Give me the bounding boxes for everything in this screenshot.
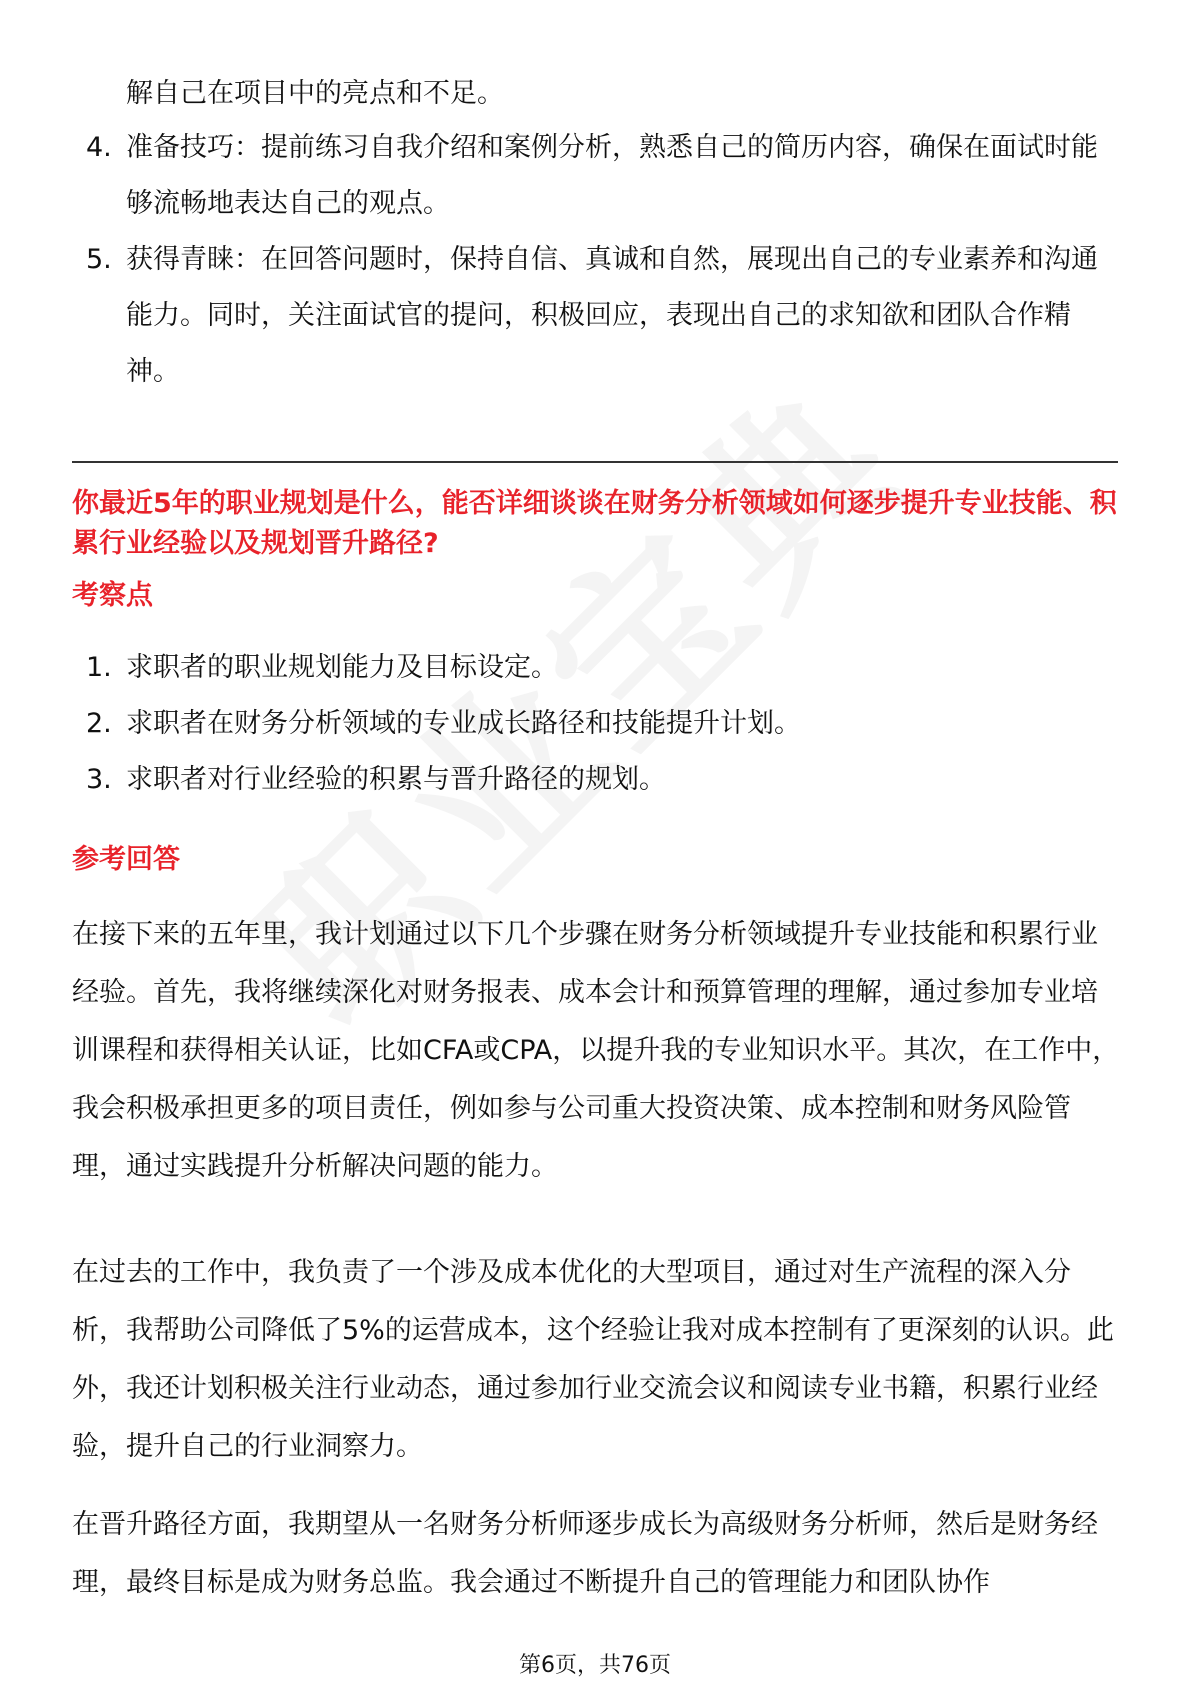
list-number: 4.	[86, 132, 112, 163]
section-divider	[72, 461, 1118, 463]
list-item	[72, 640, 1118, 696]
continuation-text: 解自己在项目中的亮点和不足。	[126, 78, 504, 109]
list-number: 3.	[86, 764, 112, 795]
list-item	[72, 232, 1118, 400]
tips-list	[72, 120, 1118, 400]
list-item	[72, 120, 1118, 232]
list-item	[72, 696, 1118, 752]
list-text: 准备技巧：提前练习自我介绍和案例分析，熟悉自己的简历内容，确保在面试时能够流畅地表达自己的观点。	[126, 132, 1098, 219]
list-item	[72, 752, 1118, 808]
list-text: 求职者对行业经验的积累与晋升路径的规划。	[126, 764, 666, 795]
key-points-list	[72, 640, 1118, 808]
page-footer: 第6页，共76页	[519, 1653, 671, 1678]
list-number: 1.	[86, 652, 112, 683]
list-number: 5.	[86, 244, 112, 275]
list-text: 求职者的职业规划能力及目标设定。	[126, 652, 558, 683]
list-text: 求职者在财务分析领域的专业成长路径和技能提升计划。	[126, 708, 801, 739]
answer-paragraph: 在晋升路径方面，我期望从一名财务分析师逐步成长为高级财务分析师，然后是财务经理，最终目标是成为财务总监。我会通过不断提升自己的管理能力和团队协作	[72, 1509, 1098, 1598]
answer-heading: 参考回答	[72, 844, 180, 875]
answer-paragraph: 在过去的工作中，我负责了一个涉及成本优化的大型项目，通过对生产流程的深入分析，我帮助公司降低了5%的运营成本，这个经验让我对成本控制有了更深刻的认识。此外，我还计划积极关注行业动态，通过参加行业交流会议和阅读专业书籍，积累行业经验，提升自己的行业洞察力。	[72, 1257, 1114, 1462]
key-points-heading: 考察点	[72, 580, 153, 611]
list-text: 获得青睐：在回答问题时，保持自信、真诚和自然，展现出自己的专业素养和沟通能力。同时，关注面试官的提问，积极回应，表现出自己的求知欲和团队合作精神。	[126, 244, 1098, 387]
answer-paragraph: 在接下来的五年里，我计划通过以下几个步骤在财务分析领域提升专业技能和积累行业经验。首先，我将继续深化对财务报表、成本会计和预算管理的理解，通过参加专业培训课程和获得相关认证，比如CFA或CPA，以提升我的专业知识水平。其次，在工作中，我会积极承担更多的项目责任，例如参与公司重大投资决策、成本控制和财务风险管理，通过实践提升分析解决问题的能力。	[72, 919, 1120, 1182]
list-number: 2.	[86, 708, 112, 739]
question-heading: 你最近5年的职业规划是什么，能否详细谈谈在财务分析领域如何逐步提升专业技能、积累行业经验以及规划晋升路径?	[72, 488, 1117, 559]
